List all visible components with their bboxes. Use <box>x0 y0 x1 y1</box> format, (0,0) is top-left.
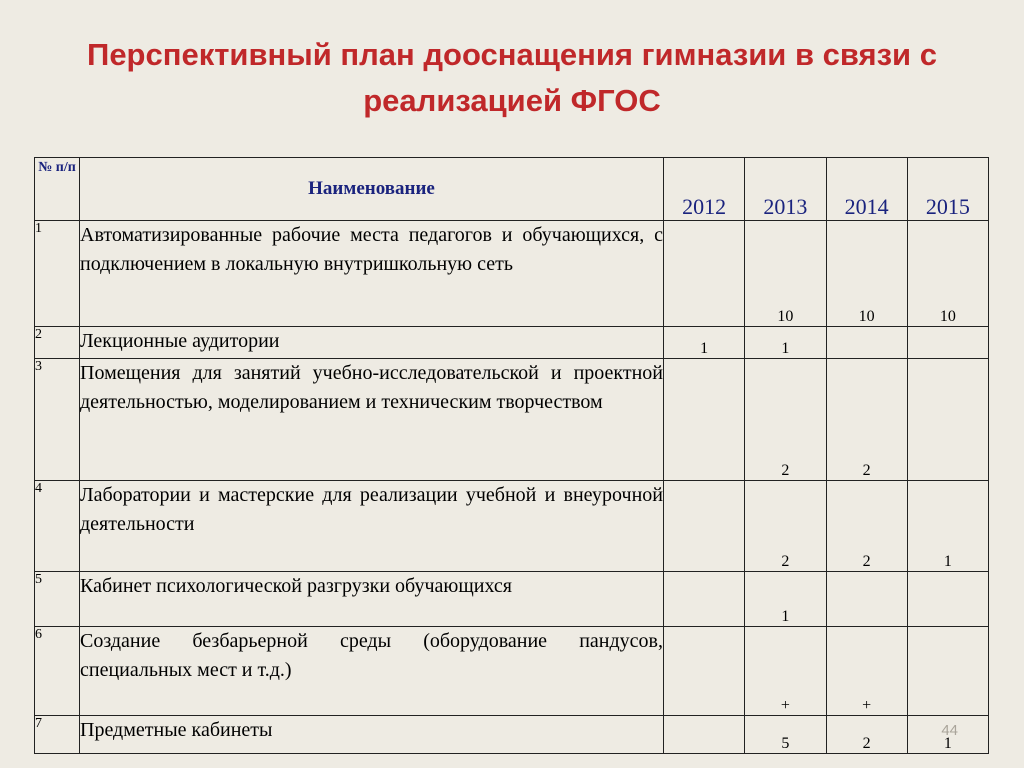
row-number: 7 <box>35 716 80 754</box>
row-value-2014: 10 <box>826 221 907 327</box>
row-value-2012 <box>664 716 745 754</box>
row-value-2015: 1 <box>907 481 988 572</box>
row-value-2015 <box>907 572 988 627</box>
row-value-2015 <box>907 359 988 481</box>
row-value-2014: + <box>826 627 907 716</box>
row-value-2013: 5 <box>745 716 826 754</box>
row-value-2012 <box>664 221 745 327</box>
row-number: 2 <box>35 327 80 359</box>
table-row <box>35 572 989 627</box>
row-number: 1 <box>35 221 80 327</box>
row-value-2014: 2 <box>826 716 907 754</box>
column-header-2013: 2013 <box>745 158 826 221</box>
table-row <box>35 359 989 481</box>
row-value-2013: 2 <box>745 359 826 481</box>
column-header-2012: 2012 <box>664 158 745 221</box>
table-row <box>35 481 989 572</box>
row-value-2014: 2 <box>826 359 907 481</box>
row-name: Лаборатории и мастерские для реализации учебной и внеурочной деятельности <box>80 481 664 572</box>
row-value-2012 <box>664 359 745 481</box>
row-value-2012 <box>664 572 745 627</box>
column-header-2014: 2014 <box>826 158 907 221</box>
column-header-name: Наименование <box>80 158 664 221</box>
row-name: Лекционные аудитории <box>80 327 664 359</box>
row-number: 6 <box>35 627 80 716</box>
row-value-2015 <box>907 627 988 716</box>
row-value-2013: 1 <box>745 327 826 359</box>
equipment-plan-table <box>34 157 989 754</box>
row-name: Кабинет психологической разгрузки обучающихся <box>80 572 664 627</box>
row-name: Помещения для занятий учебно-исследовательской и проектной деятельностью, моделированием и техническим творчеством <box>80 359 664 481</box>
row-value-2015: 1 <box>907 716 988 754</box>
row-name: Предметные кабинеты <box>80 716 664 754</box>
table-row <box>35 221 989 327</box>
row-value-2014 <box>826 572 907 627</box>
row-value-2013: 1 <box>745 572 826 627</box>
column-header-2015: 2015 <box>907 158 988 221</box>
table-row <box>35 627 989 716</box>
table-row <box>35 716 989 754</box>
row-number: 5 <box>35 572 80 627</box>
row-number: 3 <box>35 359 80 481</box>
row-value-2014 <box>826 327 907 359</box>
row-number: 4 <box>35 481 80 572</box>
row-name: Создание безбарьерной среды (оборудование пандусов, специальных мест и т.д.) <box>80 627 664 716</box>
row-value-2012: 1 <box>664 327 745 359</box>
row-value-2013: + <box>745 627 826 716</box>
page-number: 44 <box>941 722 958 739</box>
table-header-row <box>35 158 989 221</box>
row-value-2013: 10 <box>745 221 826 327</box>
row-value-2014: 2 <box>826 481 907 572</box>
row-value-2013: 2 <box>745 481 826 572</box>
row-value-2012 <box>664 481 745 572</box>
row-value-2012 <box>664 627 745 716</box>
row-name: Автоматизированные рабочие места педагогов и обучающихся, с подключением в локальную внутришкольную сеть <box>80 221 664 327</box>
row-value-2015 <box>907 327 988 359</box>
table-row <box>35 327 989 359</box>
row-value-2015: 10 <box>907 221 988 327</box>
column-header-number: № п/п <box>35 158 80 221</box>
slide-title: Перспективный план дооснащения гимназии в связи с реализацией ФГОС <box>87 37 937 118</box>
